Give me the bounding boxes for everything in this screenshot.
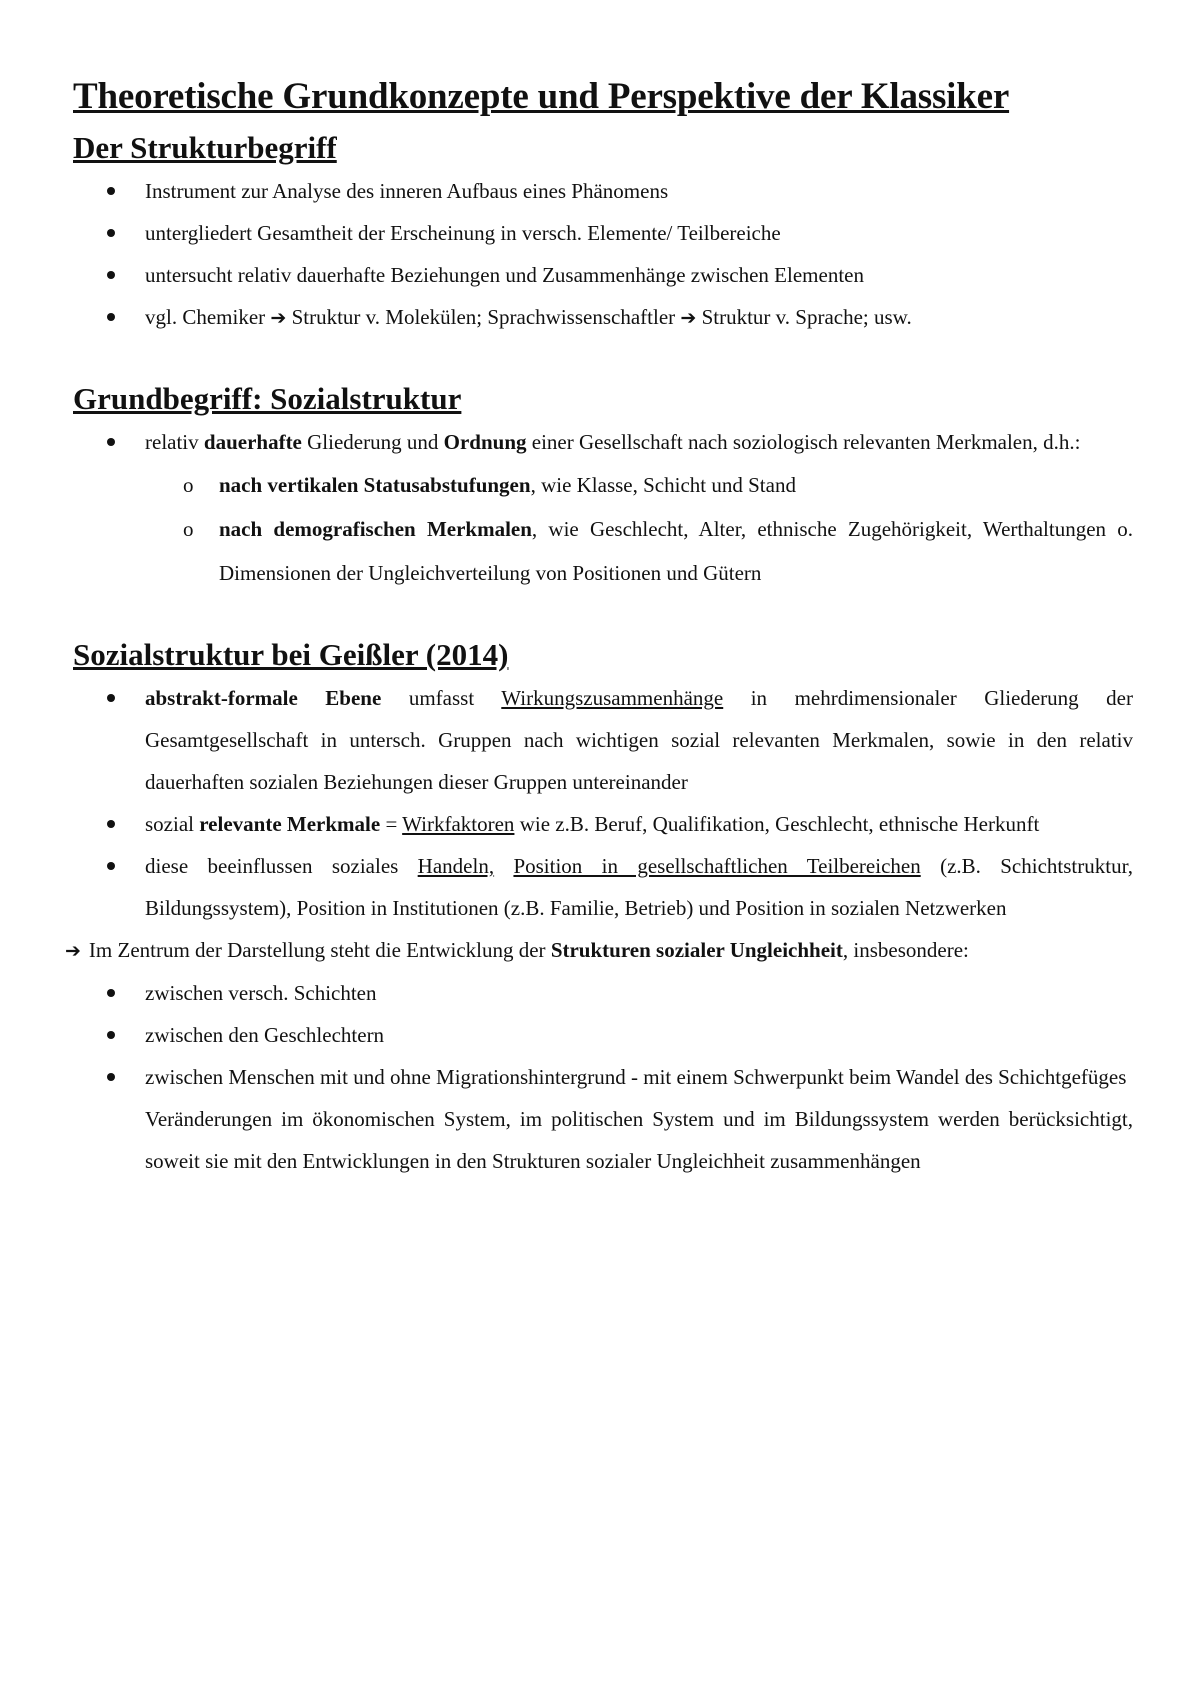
arrow-right-icon: ➔ [65,940,81,962]
list-item: sozial relevante Merkmale = Wirkfaktoren wie z.B. Beruf, Qualifikation, Geschlecht, ethnische Herkunft [73,803,1133,845]
list-ungleichheit [73,972,1133,1098]
list-item: vgl. Chemiker ➔ Struktur v. Molekülen; Sprachwissenschaftler ➔ Struktur v. Sprache; usw. [73,296,1133,339]
arrow-right-icon: ➔ [680,307,697,329]
list-item: zwischen versch. Schichten [73,972,1133,1014]
summary-line: ➔ Im Zentrum der Darstellung steht die Entwicklung der Strukturen sozialer Ungleichheit, insbesondere: [65,938,969,962]
bullet-icon [107,229,115,237]
bullet-icon [107,438,115,446]
bullet-icon [107,187,115,195]
list-geissler [73,677,1133,929]
list-item: untersucht relativ dauerhafte Beziehungen und Zusammenhänge zwischen Elementen [73,254,1133,296]
sublist-sozialstruktur [73,463,1133,595]
bullet-icon [107,313,115,321]
bullet-icon [107,989,115,997]
document-title: Theoretische Grundkonzepte und Perspektive der Klassiker [73,76,1010,117]
list-item: relativ dauerhafte Gliederung und Ordnung einer Gesellschaft nach soziologisch relevanten Merkmalen, d.h.: [73,421,1133,463]
list-item: Instrument zur Analyse des inneren Aufbaus eines Phänomens [73,170,1133,212]
heading-strukturbegriff: Der Strukturbegriff [73,130,337,165]
circle-bullet-icon: o [183,517,194,541]
bullet-icon [107,694,115,702]
circle-bullet-icon: o [183,473,194,497]
bullet-icon [107,1073,115,1081]
list-strukturbegriff [73,170,1133,339]
list-item: zwischen den Geschlechtern [73,1014,1133,1056]
list-item: untergliedert Gesamtheit der Erscheinung in versch. Elemente/ Teilbereiche [73,212,1133,254]
heading-sozialstruktur: Grundbegriff: Sozialstruktur [73,381,462,416]
list-item: zwischen Menschen mit und ohne Migrationshintergrund - mit einem Schwerpunkt beim Wandel des Schichtgefüges [73,1056,1133,1098]
continuation-paragraph: Veränderungen im ökonomischen System, im politischen System und im Bildungssystem werden berücksichtigt, soweit sie mit den Entwicklungen in den Strukturen sozialer Ungleichheit zusammenhängen [145,1107,1133,1173]
list-item: diese beeinflussen soziales Handeln, Position in gesellschaftlichen Teilbereichen (z.B. Schichtstruktur, Bildungssystem), Position in Institutionen (z.B. Familie, Betrieb) und Position in sozialen Netzwerken [73,845,1133,929]
bullet-icon [107,820,115,828]
sub-list-item: o nach demografischen Merkmalen, wie Geschlecht, Alter, ethnische Zugehörigkeit, Werthaltungen o. Dimensionen der Ungleichverteilung von Positionen und Gütern [73,507,1133,595]
sub-list-item: o nach vertikalen Statusabstufungen, wie Klasse, Schicht und Stand [73,463,1133,507]
list-sozialstruktur [73,421,1133,463]
bullet-icon [107,271,115,279]
document-page [65,72,1133,1182]
heading-geissler: Sozialstruktur bei Geißler (2014) [73,637,509,672]
bullet-icon [107,1031,115,1039]
arrow-right-icon: ➔ [270,307,287,329]
bullet-icon [107,862,115,870]
list-item: abstrakt-formale Ebene umfasst Wirkungszusammenhänge in mehrdimensionaler Gliederung der Gesamtgesellschaft in untersch. Gruppen nach wichtigen sozial relevanten Merkmalen, sowie in den relativ dauerhaften sozialen Beziehungen dieser Gruppen untereinander [73,677,1133,803]
